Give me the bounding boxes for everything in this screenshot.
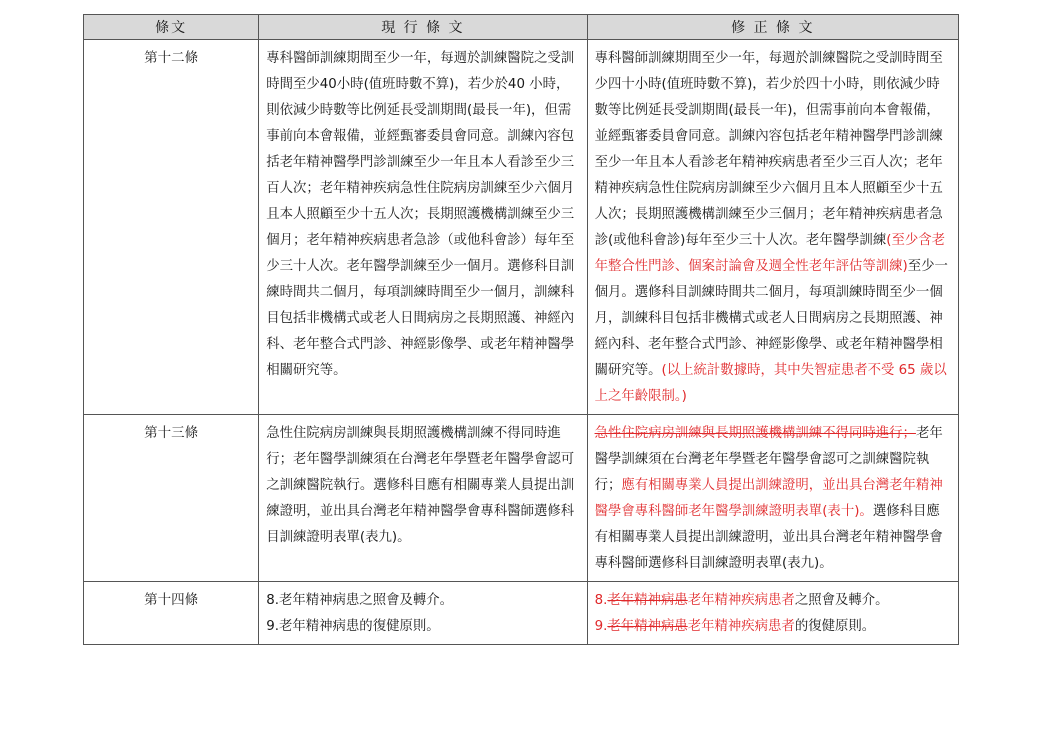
revised-plain: 之照會及轉介。 [794, 593, 889, 608]
revised-plain: 至少一個月。選修科目訓練時間共二個月，每項訓練時間至少一個月，訓練科目包括非機構式或老人日間病房之長期照護、神經內科、老年整合式門診、神經影像學、或老年精神醫學相關研究等。 [594, 259, 948, 378]
revised-text [587, 40, 958, 415]
revised-plain: 專科醫師訓練期間至少一年，每週於訓練醫院之受訓時間至少四十小時(值班時數不算)，若少於四十小時，則依減少時數等比例延長受訓期間(最長一年)，但需事前向本會報備，並經甄審委員會同意。訓練內容包括老年精神醫學門診訓練至少一年且本人看診老年精神疾病患者至少三百人次；老年精神疾病急性住院病房訓練至少六個月且本人照顧至少十五人次；長期照護機構訓練至少三個月；老年精神疾病患者急診(或他科會診)每年至少三十人次。老年醫學訓練 [594, 51, 943, 248]
revised-insert: 應有相關專業人員提出訓練證明，並出具台灣老年精神醫學會專科醫師老年醫學訓練證明表單(表十)。 [594, 478, 943, 519]
current-line: 8.老年精神病患之照會及轉介。 [266, 593, 454, 608]
current-text: 急性住院病房訓練與長期照護機構訓練不得同時進行；老年醫學訓練須在台灣老年學暨老年醫學會認可之訓練醫院執行。選修科目應有相關專業人員提出訓練證明，並出具台灣老年精神醫學會專科醫師選修科目訓練證明表單(表九)。 [259, 415, 587, 582]
header-revised: 修 正 條 文 [587, 15, 958, 40]
revised-deletion: 急性住院病房訓練與長期照護機構訓練不得同時進行； [594, 426, 916, 441]
revised-plain: 選修科目應有相關專業人員提出訓練證明，並出具台灣老年精神醫學會專科醫師選修科目訓練證明表單(表九)。 [594, 504, 943, 571]
revised-insert: (至少含老年整合性門診、個案討論會及週全性老年評估等訓練) [594, 233, 946, 274]
current-text [259, 582, 587, 645]
current-text: 專科醫師訓練期間至少一年，每週於訓練醫院之受訓時間至少40小時(值班時數不算)，若少於40 小時，則依減少時數等比例延長受訓期間(最長一年)，但需事前向本會報備，並經甄審委員會同意。訓練內容包括老年精神醫學門診訓練至少一年且本人看診至少三百人次；老年精神疾病急性住院病房訓練至少六個月且本人照顧至少十五人次；長期照護機構訓練至少三個月；老年精神疾病患者急診（或他科會診）每年至少三十人次。老年醫學訓練至少一個月。選修科目訓練時間共二個月，每項訓練時間至少一個月，訓練科目包括非機構式或老人日間病房之長期照護、神經內科、老年整合式門診、神經影像學、或老年精神醫學相關研究等。 [259, 40, 587, 415]
header-row [84, 15, 959, 40]
header-article: 條文 [84, 15, 259, 40]
revised-text [587, 415, 958, 582]
comparison-table [83, 14, 959, 645]
revised-deletion: 老年精神病患 [607, 619, 688, 634]
item-number: 9. [594, 619, 608, 634]
header-current: 現 行 條 文 [259, 15, 587, 40]
revised-line [595, 614, 951, 640]
article-label: 第十四條 [84, 582, 259, 645]
revised-insert: 老年精神疾病患者 [687, 619, 795, 634]
revised-deletion: 老年精神病患 [607, 593, 688, 608]
table-row [84, 40, 959, 415]
revised-insert: 老年精神疾病患者 [687, 593, 795, 608]
item-number: 8. [594, 593, 608, 608]
revised-plain: 的復健原則。 [794, 619, 876, 634]
table-row [84, 582, 959, 645]
current-line: 9.老年精神病患的復健原則。 [266, 619, 440, 634]
revised-insert: (以上統計數據時，其中失智症患者不受 65 歲以上之年齡限制。) [594, 363, 947, 404]
revised-text [587, 582, 958, 645]
revised-line [595, 588, 951, 614]
table-row [84, 415, 959, 582]
revised-plain: 老年醫學訓練須在台灣老年學暨老年醫學會認可之訓練醫院執行； [594, 426, 943, 493]
article-label: 第十三條 [84, 415, 259, 582]
article-label: 第十二條 [84, 40, 259, 415]
